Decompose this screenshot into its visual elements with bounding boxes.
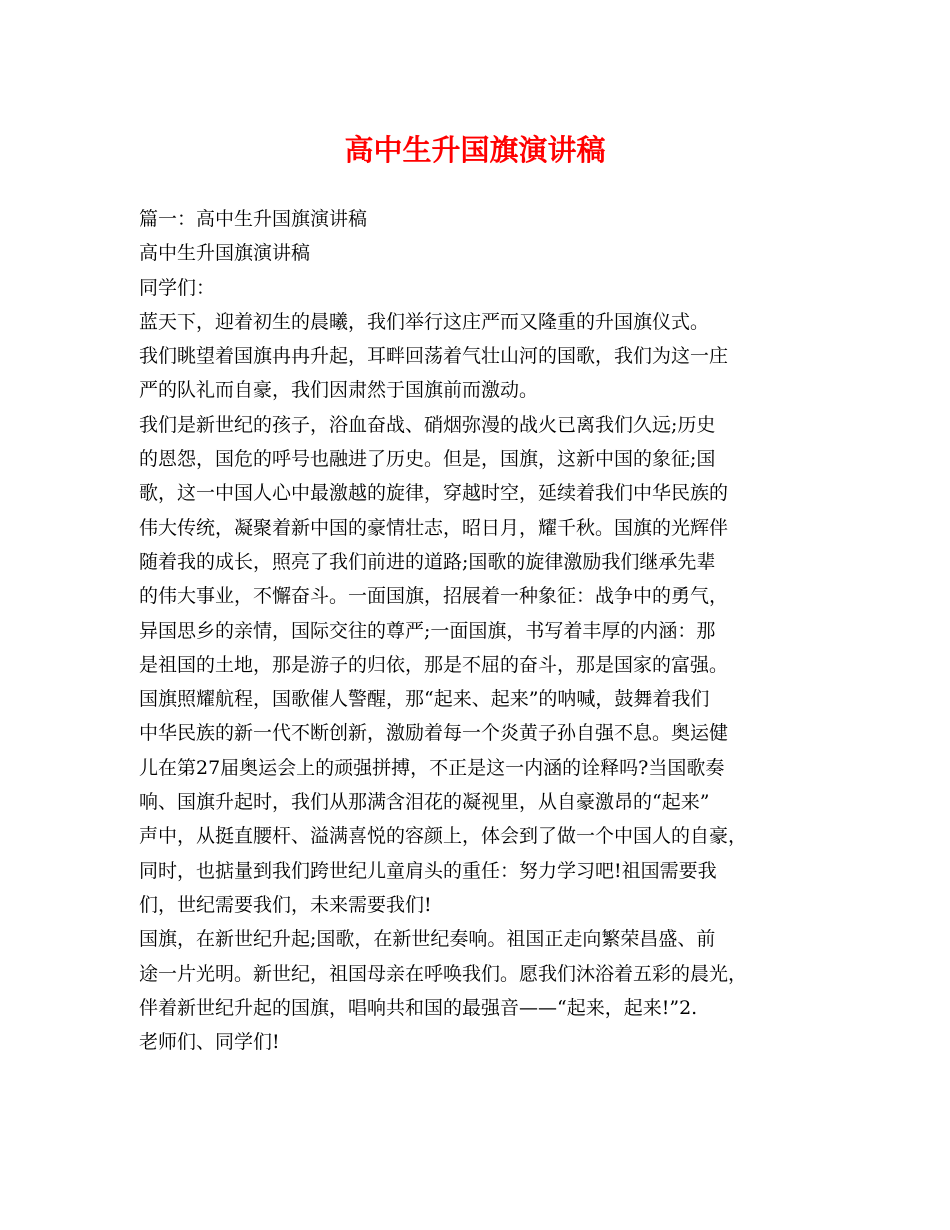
text-line: 响、国旗升起时，我们从那满含泪花的凝视里，从自豪激昂的“起来” bbox=[139, 791, 710, 814]
document-body bbox=[139, 202, 829, 1059]
text-line: 高中生升国旗演讲稿 bbox=[139, 242, 311, 265]
text-line: 同时，也掂量到我们跨世纪儿童肩头的重任：努力学习吧!祖国需要我 bbox=[139, 859, 717, 882]
text-line: 同学们： bbox=[139, 276, 216, 299]
text-line: 途一片光明。新世纪，祖国母亲在呼唤我们。愿我们沐浴着五彩的晨光， bbox=[139, 962, 748, 985]
text-line: 随着我的成长，照亮了我们前进的道路;国歌的旋律激励我们继承先辈 bbox=[139, 550, 716, 573]
text-line: 歌，这一中国人心中最激越的旋律，穿越时空，延续着我们中华民族的 bbox=[139, 482, 729, 505]
document-title: 高中生升国旗演讲稿 bbox=[344, 133, 606, 167]
text-line: 我们是新世纪的孩子，浴血奋战、硝烟弥漫的战火已离我们久远;历史 bbox=[139, 413, 716, 436]
text-line: 老师们、同学们! bbox=[139, 1031, 280, 1054]
text-line: 是祖国的土地，那是游子的归依，那是不屈的奋斗，那是国家的富强。 bbox=[139, 653, 729, 676]
text-line: 的恩怨，国危的呼号也融进了历史。但是，国旗，这新中国的象征;国 bbox=[139, 448, 716, 471]
text-line: 国旗，在新世纪升起;国歌，在新世纪奏响。祖国正走向繁荣昌盛、前 bbox=[139, 928, 716, 951]
text-line: 伟大传统，凝聚着新中国的豪情壮志，昭日月，耀千秋。国旗的光辉伴 bbox=[139, 516, 729, 539]
text-line: 我们眺望着国旗冉冉升起，耳畔回荡着气壮山河的国歌，我们为这一庄 bbox=[139, 345, 729, 368]
text-line: 们，世纪需要我们，未来需要我们! bbox=[139, 893, 432, 916]
text-line: 伴着新世纪升起的国旗，唱响共和国的最强音——“起来，起来!”2. bbox=[139, 996, 698, 1019]
text-line: 中华民族的新一代不断创新，激励着每一个炎黄子孙自强不息。奥运健 bbox=[139, 722, 729, 745]
text-line: 篇一：高中生升国旗演讲稿 bbox=[139, 208, 368, 230]
text-line: 儿在第27届奥运会上的顽强拼搏，不正是这一内涵的诠释吗?当国歌奏 bbox=[139, 756, 725, 779]
text-line: 国旗照耀航程，国歌催人警醒，那“起来、起来”的呐喊，鼓舞着我们 bbox=[139, 688, 710, 711]
text-line: 异国思乡的亲情，国际交往的尊严;一面国旗，书写着丰厚的内涵：那 bbox=[139, 619, 716, 642]
text-line: 声中，从挺直腰杆、溢满喜悦的容颜上，体会到了做一个中国人的自豪， bbox=[139, 825, 748, 848]
text-line: 的伟大事业，不懈奋斗。一面国旗，招展着一种象征：战争中的勇气， bbox=[139, 585, 729, 608]
text-line: 严的队礼而自豪，我们因肃然于国旗前而激动。 bbox=[139, 379, 539, 402]
text-line: 蓝天下，迎着初生的晨曦，我们举行这庄严而又隆重的升国旗仪式。 bbox=[139, 310, 710, 333]
